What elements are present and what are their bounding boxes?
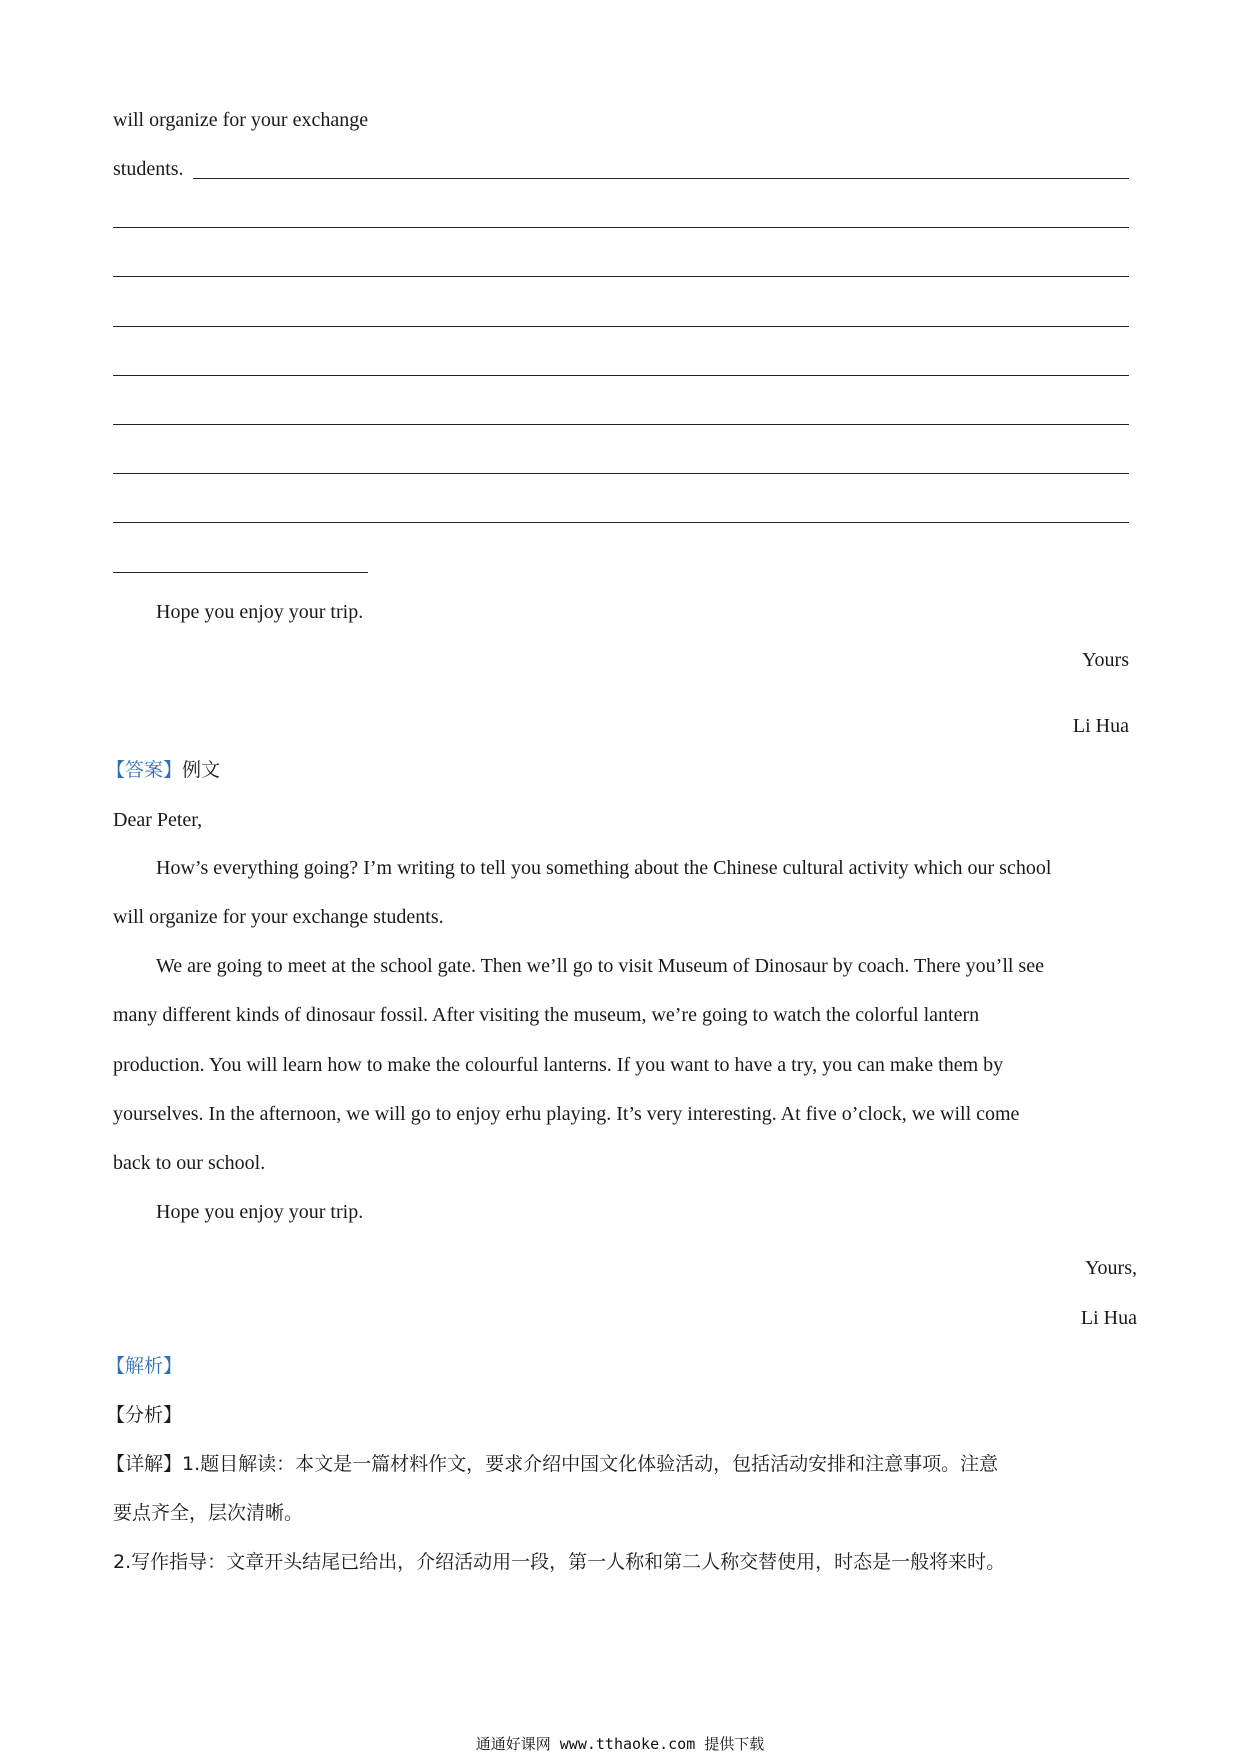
analysis-label: 【解析】	[106, 1355, 183, 1377]
answer-p2-line: We are going to meet at the school gate. Then we’ll go to visit Museum of Dinosaur by coach. There you’ll see	[156, 955, 1044, 977]
writing-line	[113, 473, 1129, 474]
answer-label: 【答案】	[106, 759, 183, 781]
writing-line	[113, 522, 1129, 523]
prompt-signoff: Yours	[1082, 649, 1129, 671]
writing-line-short	[113, 572, 368, 573]
answer-p1-line: will organize for your exchange students.	[113, 906, 444, 928]
prompt-signature: Li Hua	[1072, 715, 1129, 737]
answer-p2-line: production. You will learn how to make the colourful lanterns. If you want to have a try, you can make them by	[113, 1054, 1004, 1076]
answer-closing: Hope you enjoy your trip.	[156, 1201, 364, 1223]
analysis-detail-line: 2.写作指导：文章开头结尾已给出，介绍活动用一段，第一人称和第二人称交替使用，时态是一般将来时。	[113, 1551, 1006, 1573]
analysis-detail-line: 【详解】1.题目解读：本文是一篇材料作文，要求介绍中国文化体验活动，包括活动安排和注意事项。注意	[106, 1453, 999, 1475]
writing-line	[193, 178, 1129, 179]
writing-line	[113, 375, 1129, 376]
answer-greeting: Dear Peter,	[113, 809, 203, 831]
writing-line	[113, 276, 1129, 277]
writing-line	[113, 326, 1129, 327]
prompt-closing: Hope you enjoy your trip.	[156, 601, 364, 623]
answer-p2-line: yourselves. In the afternoon, we will go to enjoy erhu playing. It’s very interesting. At five o’clock, we will come	[113, 1103, 1020, 1125]
answer-p2-line: many different kinds of dinosaur fossil. After visiting the museum, we’re going to watch the colorful lantern	[113, 1004, 980, 1026]
analysis-fenxi: 【分析】	[106, 1404, 183, 1426]
writing-line	[113, 227, 1129, 228]
answer-signature: Li Hua	[1080, 1307, 1137, 1329]
page-footer: 通通好课网 www.tthaoke.com 提供下载	[475, 1735, 765, 1753]
answer-p1-line: How’s everything going? I’m writing to tell you something about the Chinese cultural activity which our school	[156, 857, 1052, 879]
answer-signoff: Yours,	[1085, 1257, 1137, 1279]
prompt-line-1: will organize for your exchange	[113, 109, 369, 131]
answer-p2-line: back to our school.	[113, 1152, 266, 1174]
answer-label-suffix: 例文	[182, 759, 221, 781]
writing-line	[113, 424, 1129, 425]
analysis-detail-line: 要点齐全，层次清晰。	[113, 1502, 304, 1524]
answer-heading	[106, 758, 220, 782]
prompt-line-2: students.	[113, 158, 184, 180]
